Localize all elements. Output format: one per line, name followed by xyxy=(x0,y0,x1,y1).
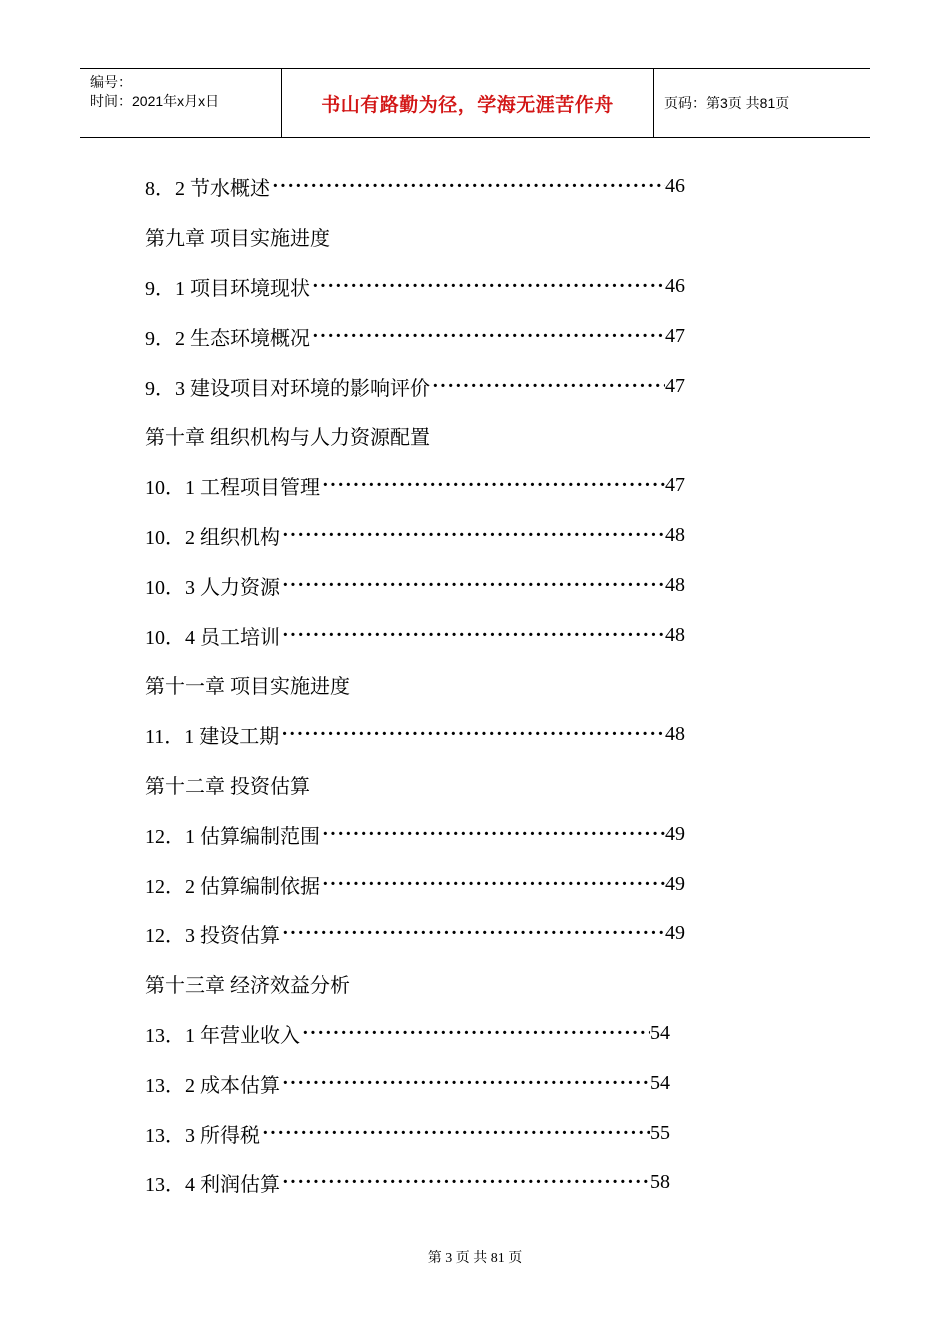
toc-entry xyxy=(145,560,685,610)
toc-page-number: 48 xyxy=(665,573,685,596)
table-of-contents xyxy=(145,162,685,1208)
toc-leader-dots xyxy=(282,922,665,945)
toc-leader-dots xyxy=(281,723,665,746)
toc-page-number: 58 xyxy=(650,1171,670,1194)
toc-entry-title: 13．4 利润估算 xyxy=(145,1174,280,1197)
page-header xyxy=(80,68,870,138)
toc-entry-title: 9．2 生态环境概况 xyxy=(145,327,310,350)
toc-page-number: 54 xyxy=(650,1071,670,1094)
toc-entry-title: 第十章 组织机构与人力资源配置 xyxy=(145,427,430,450)
toc-entry-title: 11．1 建设工期 xyxy=(145,726,280,749)
toc-leader-dots xyxy=(322,823,665,846)
toc-chapter-heading xyxy=(145,660,685,710)
toc-page-number: 46 xyxy=(665,274,685,297)
toc-entry xyxy=(145,162,685,212)
toc-entry xyxy=(145,859,685,909)
toc-leader-dots xyxy=(282,524,665,547)
toc-entry xyxy=(145,461,685,511)
toc-page-number: 49 xyxy=(665,922,685,945)
toc-entry-title: 10．3 人力资源 xyxy=(145,576,280,599)
toc-chapter-heading xyxy=(145,411,685,461)
toc-entry-title: 10．2 组织机构 xyxy=(145,526,280,549)
toc-entry xyxy=(145,311,685,361)
toc-page-number: 49 xyxy=(665,822,685,845)
toc-leader-dots xyxy=(312,325,665,348)
toc-entry-title: 13．2 成本估算 xyxy=(145,1074,280,1097)
header-page-info: 页码：第3页 共81页 xyxy=(664,95,790,111)
toc-entry xyxy=(145,361,685,411)
toc-entry-title: 12．1 估算编制范围 xyxy=(145,825,320,848)
toc-chapter-heading xyxy=(145,959,685,1009)
toc-page-number: 48 xyxy=(665,523,685,546)
toc-entry-title: 13．3 所得税 xyxy=(145,1124,260,1147)
toc-entry xyxy=(145,1058,670,1108)
toc-page-number: 48 xyxy=(665,623,685,646)
toc-page-number: 47 xyxy=(665,324,685,347)
toc-page-number: 55 xyxy=(650,1121,670,1144)
toc-page-number: 47 xyxy=(665,474,685,497)
toc-chapter-heading xyxy=(145,760,685,810)
toc-page-number: 46 xyxy=(665,175,685,198)
toc-entry-title: 12．3 投资估算 xyxy=(145,925,280,948)
toc-page-number: 54 xyxy=(650,1021,670,1044)
toc-entry xyxy=(145,511,685,561)
toc-entry-title: 9．3 建设项目对环境的影响评价 xyxy=(145,377,430,400)
toc-entry-title: 第九章 项目实施进度 xyxy=(145,228,330,251)
time-label: 时间：2021年x月x日 xyxy=(90,93,220,109)
toc-page-number: 48 xyxy=(665,723,685,746)
toc-entry xyxy=(145,610,685,660)
toc-entry xyxy=(145,262,685,312)
toc-entry-title: 第十一章 项目实施进度 xyxy=(145,676,350,699)
toc-entry xyxy=(145,909,685,959)
toc-page-number: 47 xyxy=(665,374,685,397)
toc-leader-dots xyxy=(302,1022,650,1045)
toc-entry-title: 第十二章 投资估算 xyxy=(145,775,310,798)
toc-leader-dots xyxy=(282,1171,650,1194)
header-meta xyxy=(80,69,282,137)
toc-entry-title: 12．2 估算编制依据 xyxy=(145,875,320,898)
toc-entry-title: 10．1 工程项目管理 xyxy=(145,477,320,500)
number-label: 编号： xyxy=(90,74,132,90)
toc-entry xyxy=(145,809,685,859)
toc-leader-dots xyxy=(262,1122,650,1145)
toc-leader-dots xyxy=(272,175,665,198)
page-footer: 第 3 页 共 81 页 xyxy=(427,1251,523,1266)
toc-leader-dots xyxy=(312,275,665,298)
toc-leader-dots xyxy=(282,624,665,647)
toc-entry xyxy=(145,1158,670,1208)
toc-leader-dots xyxy=(282,574,665,597)
toc-entry-title: 9．1 项目环境现状 xyxy=(145,277,310,300)
toc-leader-dots xyxy=(322,474,665,497)
toc-leader-dots xyxy=(282,1072,650,1095)
toc-leader-dots xyxy=(322,873,665,896)
toc-entry-title: 13．1 年营业收入 xyxy=(145,1024,300,1047)
toc-entry xyxy=(145,710,685,760)
toc-entry xyxy=(145,1009,670,1059)
toc-entry-title: 8．2 节水概述 xyxy=(145,178,270,201)
toc-entry-title: 10．4 员工培训 xyxy=(145,626,280,649)
toc-page-number: 49 xyxy=(665,872,685,895)
toc-entry-title: 第十三章 经济效益分析 xyxy=(145,975,350,998)
header-motto: 书山有路勤为径，学海无涯苦作舟 xyxy=(282,69,654,137)
toc-leader-dots xyxy=(432,375,665,398)
toc-chapter-heading xyxy=(145,212,685,262)
toc-entry xyxy=(145,1108,670,1158)
